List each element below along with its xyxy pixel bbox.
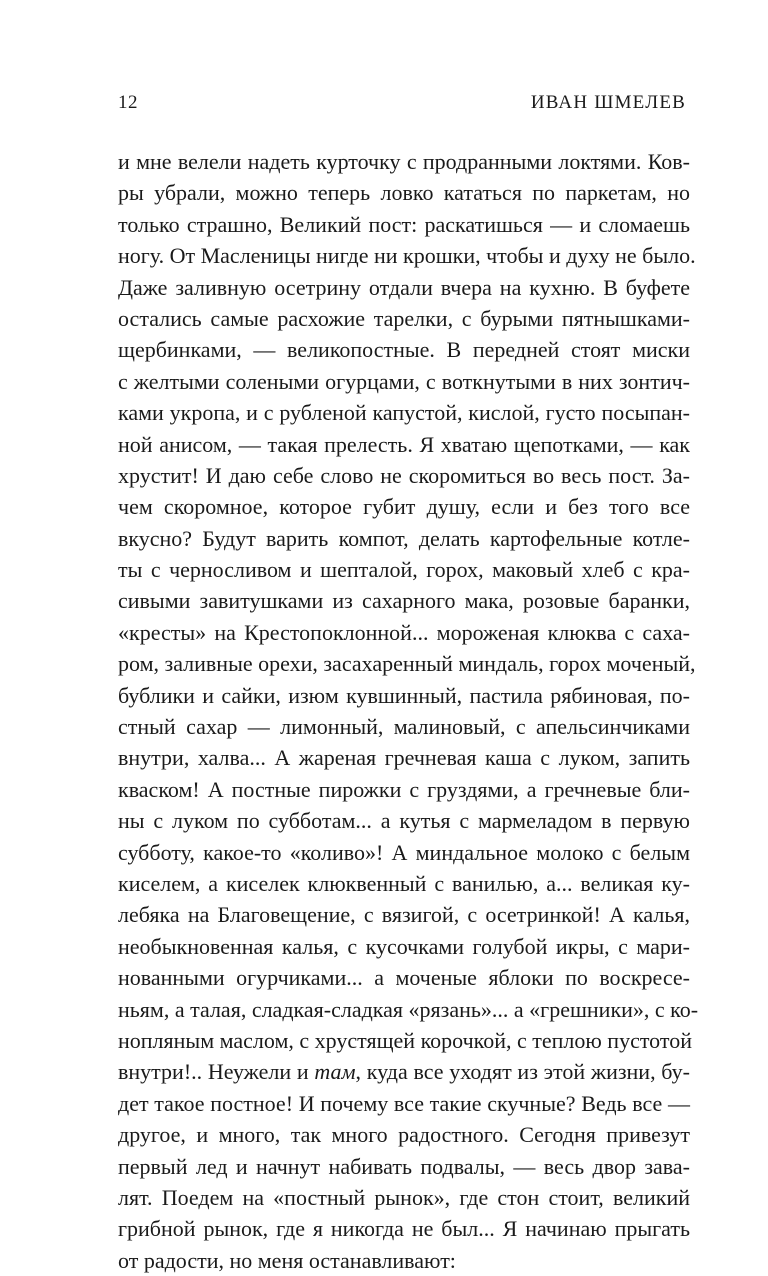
text-line: ньям, а талая, сладкая-сладкая «рязань»... а «грешники», с ко- xyxy=(118,996,699,1022)
text-segment: внутри!.. Неужели и xyxy=(118,1059,315,1085)
text-line-last: от радости, но меня останавливают: xyxy=(118,1247,456,1273)
italic-word: там xyxy=(314,1059,356,1085)
text-line: сивыми завитушками из сахарного мака, розовые баранки, xyxy=(118,588,690,614)
text-line: первый лед и начнут набивать подвалы, — весь двор зава- xyxy=(118,1153,690,1179)
page-number: 12 xyxy=(118,92,138,113)
text-line: «кресты» на Крестопоклонной... мороженая клюква с саха- xyxy=(118,619,690,645)
text-line: хрустит! И даю себе слово не скоромиться во весь пост. За- xyxy=(118,462,690,488)
text-line: нованными огурчиками... а моченые яблоки по воскресе- xyxy=(118,965,690,991)
text-line: лебяка на Благовещение, с вязигой, с осетринкой! А калья, xyxy=(118,902,690,928)
text-line: дет такое постное! И почему все такие скучные? Ведь все — xyxy=(118,1090,690,1116)
text-line: ной анисом, — такая прелесть. Я хватаю щепотками, — как xyxy=(118,431,690,457)
text-line: остались самые расхожие тарелки, с бурыми пятнышками- xyxy=(118,305,690,331)
text-line: ками укропа, и с рубленой капустой, кислой, густо посыпан- xyxy=(118,400,690,426)
text-line: субботу, какое-то «коливо»! А миндальное молоко с белым xyxy=(118,839,690,865)
text-line: и мне велели надеть курточку с продранными локтями. Ков- xyxy=(118,149,690,174)
text-line: грибной рынок, где я никогда не был... Я начинаю прыгать xyxy=(118,1216,690,1242)
text-segment: , куда все уходят из этой жизни, бу- xyxy=(355,1059,690,1085)
running-head-author: ИВАН ШМЕЛЕВ xyxy=(530,92,686,113)
text-line: ром, заливные орехи, засахаренный миндаль, горох моченый, xyxy=(118,651,696,677)
text-line: бублики и сайки, изюм кувшинный, пастила рябиновая, по- xyxy=(118,682,690,708)
text-line: щербинками, — великопостные. В передней стоят миски xyxy=(118,337,690,363)
text-line: киселем, а киселек клюквенный с ванилью, а... великая ку- xyxy=(118,870,690,896)
text-line: кваском! А постные пирожки с груздями, а гречневые бли- xyxy=(118,776,690,802)
text-line: ты с черносливом и шепталой, горох, маковый хлеб с кра- xyxy=(118,557,690,583)
text-line: с желтыми солеными огурцами, с воткнутыми в них зонтич- xyxy=(118,368,690,394)
text-line: ны с луком по субботам... а кутья с мармеладом в первую xyxy=(118,808,690,834)
text-line: нопляным маслом, с хрустящей корочкой, с теплою пустотой xyxy=(118,1027,692,1053)
text-line: необыкновенная калья, с кусочками голубой икры, с мари- xyxy=(118,933,690,959)
text-line: ры убрали, можно теперь ловко кататься по паркетам, но xyxy=(118,180,690,206)
text-line: Даже заливную осетрину отдали вчера на кухню. В буфете xyxy=(118,274,690,300)
text-line: внутри, халва... А жареная гречневая каша с луком, запить xyxy=(118,745,690,771)
text-line-with-italic xyxy=(118,1056,690,1087)
text-line: чем скоромное, которое губит душу, если и без того все xyxy=(118,494,690,520)
running-head xyxy=(118,92,686,122)
text-line: только страшно, Великий пост: раскатишься — и сломаешь xyxy=(118,211,690,237)
text-line: стный сахар — лимонный, малиновый, с апельсинчиками xyxy=(118,714,690,740)
body-text xyxy=(118,146,699,1276)
text-line: лят. Поедем на «постный рынок», где стон стоит, великий xyxy=(118,1184,690,1210)
text-line: ногу. От Масленицы нигде ни крошки, чтобы и духу не было. xyxy=(118,243,696,269)
text-line: вкусно? Будут варить компот, делать картофельные котле- xyxy=(118,525,690,551)
text-line: другое, и много, так много радостного. Сегодня привезут xyxy=(118,1122,690,1148)
